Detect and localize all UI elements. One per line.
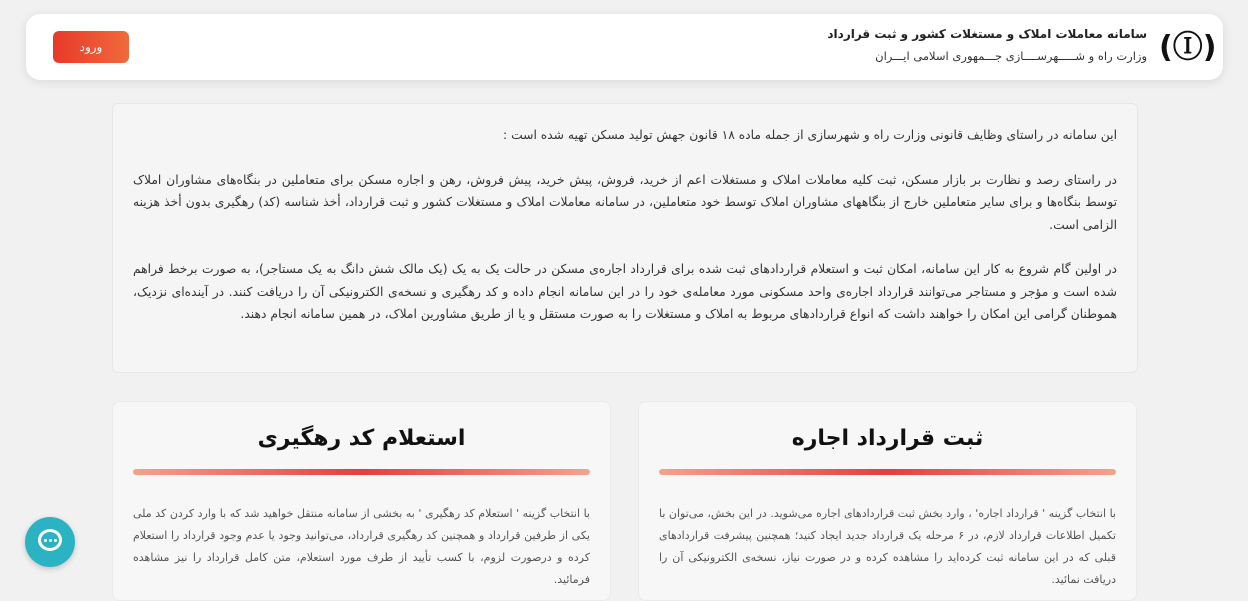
site-subtitle: وزارت راه و شـــــهرســــازی جـــمهوری اسلامی ایـــران [875,49,1147,63]
card-text: با انتخاب گزینه ' استعلام کد رهگیری ' به بخشی از سامانه منتقل خواهید شد که با وارد کردن کد ملی یکی از طرفین قرارداد و همچنین کد رهگیری قرارداد، می‌توانید وجود یا عدم وجود قرارداد را استعلام کرده و درصورت لزوم، با کسب تأیید از طرف مورد استعلام، متن کامل قرارداد را نیز مشاهده فرمائید. [133,507,590,586]
card-title: ثبت قرارداد اجاره [791,426,984,451]
login-button[interactable]: ورود [53,31,129,63]
intro-paragraph: این سامانه در راستای وظایف قانونی وزارت راه و شهرسازی از جمله ماده ۱۸ قانون جهش تولید مسکن تهیه شده است : [503,128,1117,142]
brand [827,27,1147,63]
card-text: با انتخاب گزینه ' قرارداد اجاره' ، وارد بخش ثبت قراردادهای اجاره می‌شوید. در این بخش، می‌توان با تکمیل اطلاعات قرارداد لازم، در ۶ مرحله یک قرارداد جدید ایجاد کنید؛ همچنین پیشرفت قراردادهای قبلی که در این سامانه ثبت کرده‌اید را مشاهده کرده و در صورت نیاز، نسخه‌ی الکترونیکی آن را دریافت نمائید. [659,507,1116,586]
header [26,14,1223,80]
card-divider [659,469,1116,475]
site-title: سامانه معاملات املاک و مستغلات کشور و ثبت قرارداد [827,27,1147,41]
intro-paragraph: در اولین گام شروع به کار این سامانه، امکان ثبت و استعلام قراردادهای ثبت شده برای قرارداد اجاره‌ی مسکن در حالت یک به یک (یک مالک شش دانگ به یک مستاجر)، به صورت برخط فراهم شده است و مؤجر و مستاجر می‌توانند قرارداد اجاره‌ی واحد مسکونی مورد معامله‌ی خود را در این سامانه انجام داده و کد رهگیری و نسخه‌ی الکترونیکی آن را دریافت کنند. در آینده‌ای نزدیک، هموطنان گرامی این امکان را خواهند داشت که انواع قراردادهای مربوط به املاک و مستغلات را به صورت مستقل و یا از طریق مشاورین املاک، در همین سامانه انجام دهند. [133,262,1117,321]
rent-contract-card[interactable] [638,401,1137,601]
card-title: استعلام کد رهگیری [257,426,466,451]
chat-button[interactable] [25,517,75,567]
intro-panel [112,103,1138,373]
emblem-icon: (Ⓘ) [1159,30,1217,65]
tracking-code-card[interactable] [112,401,611,601]
intro-paragraph: در راستای رصد و نظارت بر بازار مسکن، ثبت کلیه معاملات املاک و مستغلات اعم از خرید، فروش، پیش خرید، پیش فروش، رهن و اجاره مسکن برای متعاملین در بنگاه‌های مشاوران املاک توسط بنگاه‌ها و برای سایر متعاملین خارج از بنگاههای مشاوران املاک توسط خود متعاملین، در سامانه معاملات املاک و مستغلات کشور و ثبت قرارداد، أخذ شناسه (کد) رهگیری بدون أخذ هزینه الزامی است. [133,172,1117,232]
card-divider [133,469,590,475]
